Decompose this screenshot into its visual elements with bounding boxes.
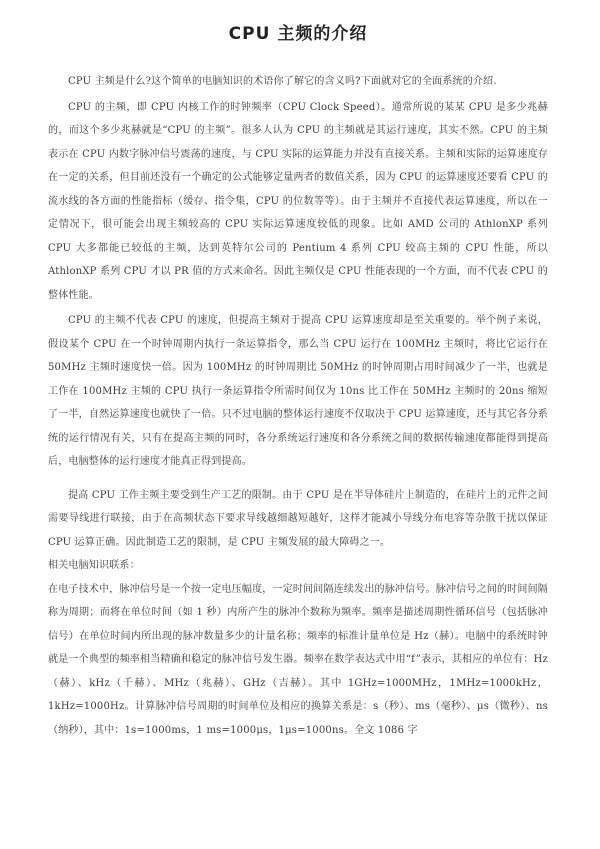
manufacturing-paragraph: 提高 CPU 工作主频主要受到生产工艺的限制。由于 CPU 是在半导体硅片上制造的，在硅片上的元件之间需要导线进行联接，由于在高频状态下要求导线越细越短越好，这样才能减小导线分布电容等杂散干扰以保证 CPU 运算正确。因此制造工艺的限制，是 CPU 主频发展的最大障碍之一。 <box>48 489 548 548</box>
speed-paragraph: CPU 的主频不代表 CPU 的速度，但提高主频对于提高 CPU 运算速度却是至关重要的。举个例子来说，假设某个 CPU 在一个时钟周期内执行一条运算指令，那么当 CPU 运行在 100MHz 主频时，将比它运行在 50MHz 主频时速度快一倍。因为 100MHz 的时钟周期比 50MHz 的时钟周期占用时间减少了一半，也就是工作在 100MHz 主频的 CPU 执行一条运算指令所需时间仅为 10ns 比工作在 50MHz 主频时的 20ns 缩短了一半，自然运算速度也就快了一倍。只不过电脑的整体运行速度不仅取决于 CPU 运算速度，还与其它各分系统的运行情况有关，只有在提高主频的同时，各分系统运行速度和各分系统之间的数据传输速度都能得到提高后，电脑整体的运行速度才能真正得到提高。 <box>48 315 548 467</box>
document-body <box>48 70 548 742</box>
document-title: CPU 主频的介绍 <box>228 24 368 44</box>
related-knowledge-heading: 相关电脑知识联系： <box>48 560 140 571</box>
pulse-signal-paragraph: 在电子技术中，脉冲信号是一个按一定电压幅度，一定时间间隔连续发出的脉冲信号。脉冲信号之间的时间间隔称为周期；而将在单位时间（如 1 秒）内所产生的脉冲个数称为频率。频率是描述周期性循环信号（包括脉冲信号）在单位时间内所出现的脉冲数量多少的计量名称；频率的标准计量单位是 Hz（赫）。电脑中的系统时钟就是一个典型的频率相当精确和稳定的脉冲信号发生器。频率在数学表达式中用“f”表示，其相应的单位有：Hz（赫）、kHz（千赫）、MHz（兆赫）、GHz（吉赫）。其中 1GHz=1000MHz，1MHz=1000kHz，1kHz=1000Hz。计算脉冲信号周期的时间单位及相应的换算关系是：s（秒）、ms（毫秒）、μs（微秒）、ns（纳秒），其中：1s=1000ms，1 ms=1000μs，1μs=1000ns。全文 1086 字 <box>48 583 548 736</box>
intro-paragraph: CPU 主频是什么?这个简单的电脑知识的术语你了解它的含义吗?下面就对它的全面系统的介绍. <box>68 76 497 87</box>
definition-paragraph: CPU 的主频，即 CPU 内核工作的时钟频率（CPU Clock Speed）。通常所说的某某 CPU 是多少兆赫的，而这个多少兆赫就是“CPU 的主频”。很多人认为 CPU 的主频就是其运行速度，其实不然。CPU 的主频表示在 CPU 内数字脉冲信号震荡的速度，与 CPU 实际的运算能力并没有直接关系。主频和实际的运算速度存在一定的关系，但目前还没有一个确定的公式能够定量两者的数值关系，因为 CPU 的运算速度还要看 CPU 的流水线的各方面的性能指标（缓存、指令集，CPU 的位数等等）。由于主频并不直接代表运算速度，所以在一定情况下，很可能会出现主频较高的 CPU 实际运算速度较低的现象。比如 AMD 公司的 AthlonXP 系列 CPU 大多都能已较低的主频，达到英特尔公司的 Pentium 4 系列 CPU 较高主频的 CPU 性能，所以 AthlonXP 系列 CPU 才以 PR 值的方式来命名。因此主频仅是 CPU 性能表现的一个方面，而不代表 CPU 的整体性能。 <box>48 101 548 301</box>
